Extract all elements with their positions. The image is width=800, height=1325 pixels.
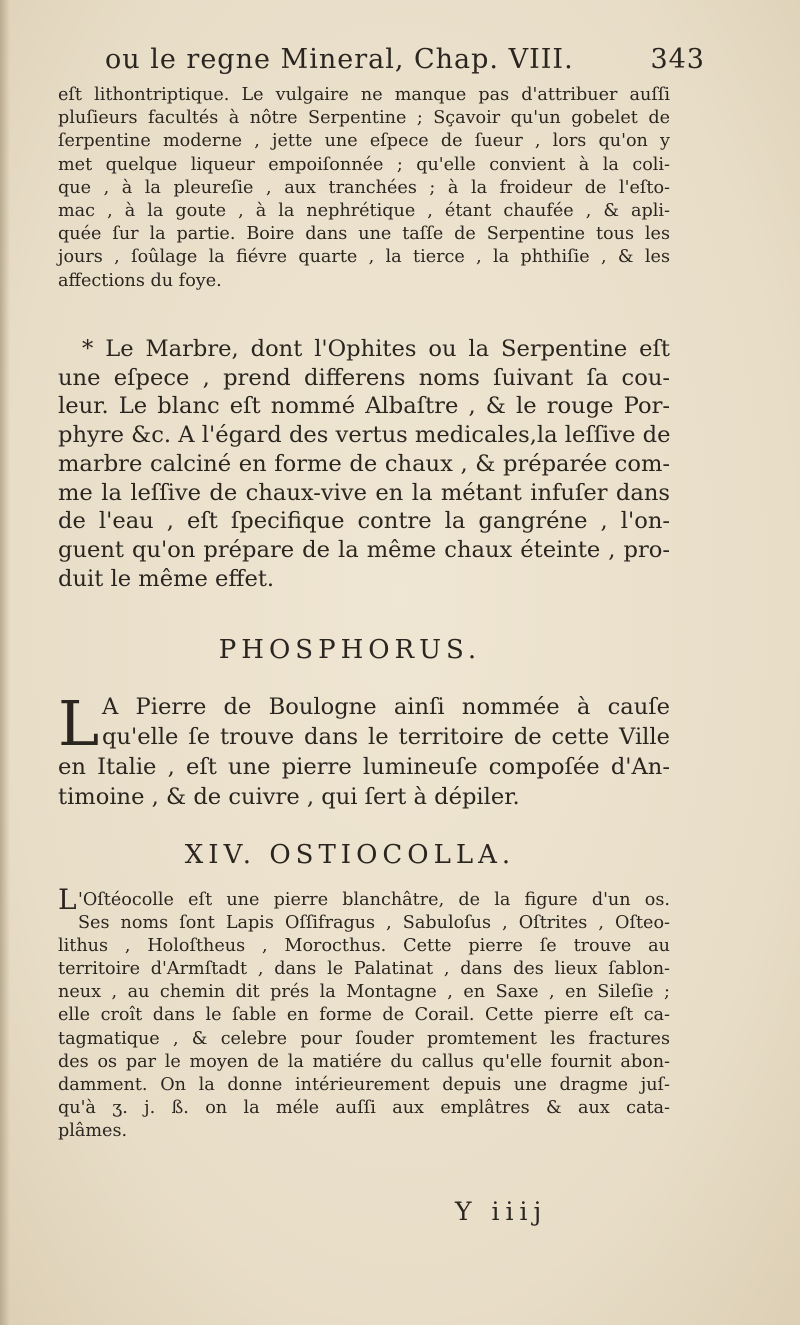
signature-mark: Y iiij xyxy=(455,1197,548,1226)
text-line: 'Oſtéocolle eſt une pierre blanchâtre, de la figure d'un os. xyxy=(78,890,670,910)
text-line: A Pierre de Boulogne ainſi nommée à cauſe xyxy=(102,694,670,720)
text-line: marbre calciné en forme de chaux , & préparée com- xyxy=(58,450,670,477)
paragraph-serpentine xyxy=(58,84,670,293)
text-line: eſt lithontriptique. Le vulgaire ne manque pas d'attribuer auſſi xyxy=(58,85,670,105)
running-title: ou le regne Mineral, Chap. VIII. xyxy=(105,44,574,75)
paragraph-ostiocolla xyxy=(58,889,670,1143)
text-line: que , à la pleureſie , aux tranchées ; à la froideur de l'eſto- xyxy=(58,177,670,198)
text-line: timoine , & de cuivre , qui ſert à dépiler. xyxy=(58,784,520,810)
section-heading-phosphorus: PHOSPHORUS. xyxy=(218,635,482,665)
text-line: elle croît dans le ſable en forme de Corail. Cette pierre eſt ca- xyxy=(58,1005,670,1026)
text-line: une eſpece , prend differens noms ſuivant ſa cou- xyxy=(58,364,670,391)
initial-letter: L xyxy=(58,883,77,916)
text-line: duit le même effet. xyxy=(58,565,275,592)
text-line: guent qu'on prépare de la même chaux éteinte , pro- xyxy=(58,536,670,563)
text-line: tagmatique , & celebre pour ſouder promtement les fractures xyxy=(58,1028,670,1049)
text-line: me la leſſive de chaux-vive en la métant infuſer dans xyxy=(58,479,670,506)
drop-cap: L xyxy=(58,687,100,760)
text-line: qu'à ʒ. j. ß. on la méle auſſi aux emplâtres & aux cata- xyxy=(58,1097,670,1118)
text-line: des os par le moyen de la matiére du callus qu'elle fournit abon- xyxy=(58,1051,670,1072)
text-line: damment. On la donne intérieurement depuis une dragme juſ- xyxy=(58,1074,670,1095)
page-number: 343 xyxy=(650,44,705,75)
text-line: plâmes. xyxy=(58,1120,128,1141)
text-line: territoire d'Armſtadt , dans le Palatinat , dans des lieux ſablon- xyxy=(58,959,670,980)
text-line: quée ſur la partie. Boire dans une taſſe de Serpentine tous les xyxy=(58,224,670,245)
text-line: de l'eau , eſt ſpecifique contre la gangréne , l'on- xyxy=(58,508,670,535)
text-line: qu'elle ſe trouve dans le territoire de cette Ville xyxy=(102,724,670,750)
text-line: lithus , Holoſtheus , Morocthus. Cette pierre ſe trouve au xyxy=(58,936,670,957)
section-heading-ostiocolla: XIV. OSTIOCOLLA. xyxy=(184,840,516,870)
running-header xyxy=(105,44,705,75)
text-line: jours , ſoûlage la fiévre quarte , la tierce , la phthiſie , & les xyxy=(58,247,670,268)
text-line: leur. Le blanc eſt nommé Albaſtre , & le rouge Por- xyxy=(58,393,670,420)
text-line: pluſieurs facultés à nôtre Serpentine ; Sçavoir qu'un gobelet de xyxy=(58,108,670,129)
paragraph-marbre xyxy=(58,335,670,593)
paragraph-phosphorus xyxy=(58,687,670,812)
text-line: en Italie , eſt une pierre lumineuſe compoſée d'An- xyxy=(58,754,670,780)
text-line: affections du foye. xyxy=(58,270,222,291)
text-line: phyre &c. A l'égard des vertus medicales,la leſſive de xyxy=(58,422,671,449)
text-line: met quelque liqueur empoiſonnée ; qu'elle convient à la coli- xyxy=(58,154,670,175)
text-line: Ses noms ſont Lapis Oſſifragus , Sabuloſus , Oſtrites , Oſteo- xyxy=(78,913,670,934)
text-line: mac , à la goute , à la nephrétique , étant chaufée , & apli- xyxy=(58,201,670,222)
text-line: ſerpentine moderne , jette une eſpece de ſueur , lors qu'on y xyxy=(58,131,670,152)
text-line: neux , au chemin dit prés la Montagne , en Saxe , en Sileſie ; xyxy=(58,982,670,1003)
text-line: * Le Marbre, dont l'Ophites ou la Serpentine eſt xyxy=(82,336,670,362)
